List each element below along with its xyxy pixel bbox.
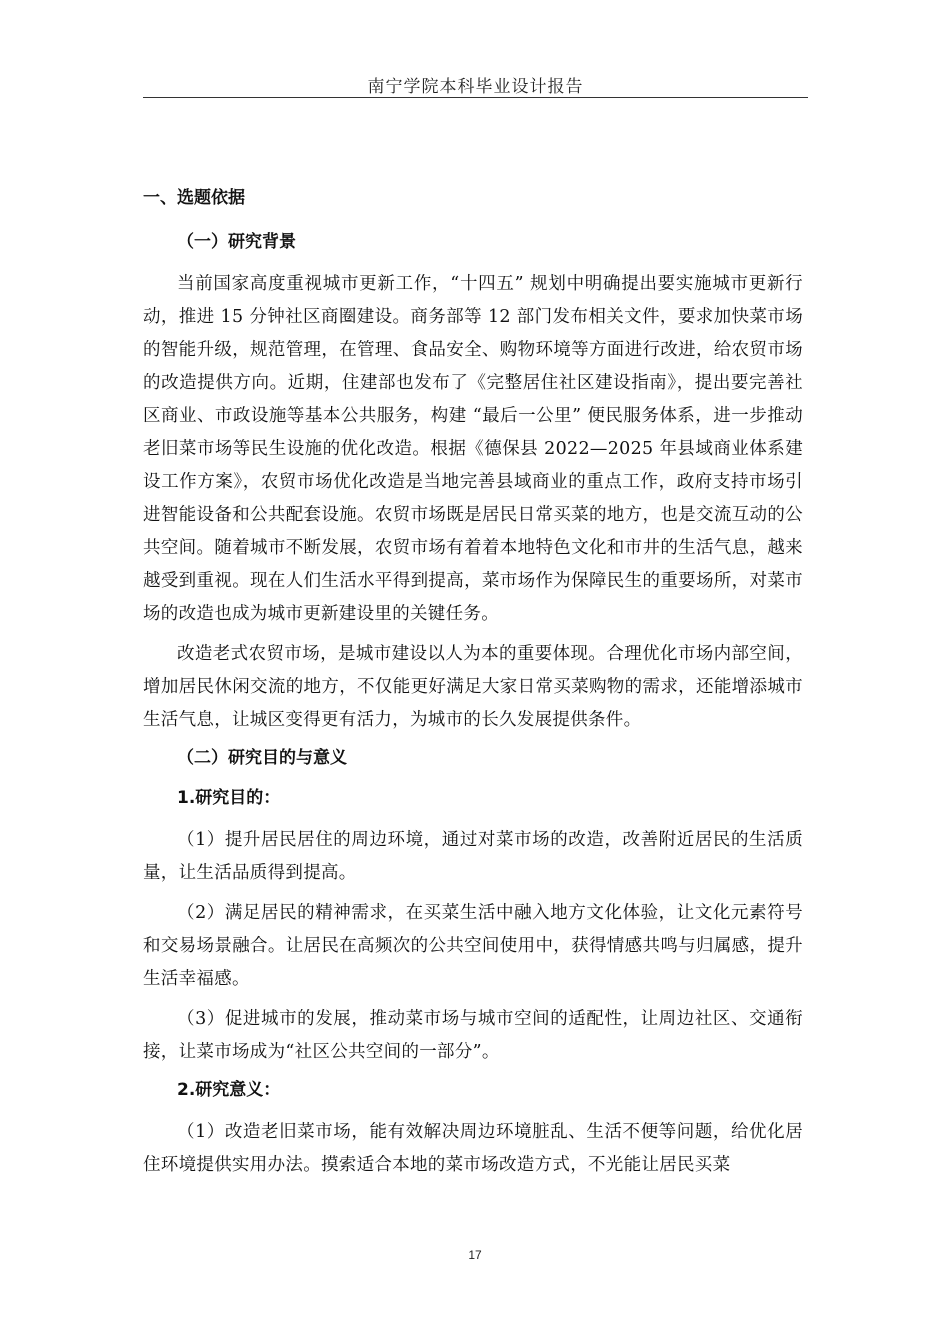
purpose-paragraph-3: （3）促进城市的发展，推动菜市场与城市空间的适配性，让周边社区、交通衔接，让菜市场成为“社区公共空间的一部分”。 [143, 1009, 803, 1062]
subsection-heading-purpose-significance: （二）研究目的与意义 [177, 748, 347, 768]
subsection-heading-background: （一）研究背景 [177, 232, 296, 252]
page-number: 17 [468, 1248, 482, 1262]
purpose-paragraph-2: （2）满足居民的精神需求，在买菜生活中融入地方文化体验，让文化元素符号和交易场景融合。让居民在高频次的公共空间使用中，获得情感共鸣与归属感，提升生活幸福感。 [143, 903, 803, 989]
background-paragraph-2: 改造老式农贸市场，是城市建设以人为本的重要体现。合理优化市场内部空间，增加居民休闲交流的地方，不仅能更好满足大家日常买菜购物的需求，还能增添城市生活气息，让城区变得更有活力，为城市的长久发展提供条件。 [143, 644, 803, 730]
purpose-paragraph-1: （1）提升居民居住的周边环境，通过对菜市场的改造，改善附近居民的生活质量，让生活品质得到提高。 [143, 830, 803, 883]
significance-paragraph-1: （1）改造老旧菜市场，能有效解决周边环境脏乱、生活不便等问题，给优化居住环境提供实用办法。摸索适合本地的菜市场改造方式，不光能让居民买菜 [143, 1122, 803, 1175]
section-heading-topic-basis: 一、选题依据 [143, 188, 245, 208]
heading-research-purpose: 1.研究目的： [177, 788, 281, 808]
header-divider [143, 97, 808, 98]
background-paragraph-1: 当前国家高度重视城市更新工作，“十四五” 规划中明确提出要实施城市更新行动，推进 15 分钟社区商圈建设。商务部等 12 部门发布相关文件，要求加快菜市场的智能升级，规范管理，在管理、食品安全、购物环境等方面进行改进，给农贸市场的改造提供方向。近期，住建部也发布了《完整居住社区建设指南》，提出要完善社区商业、市政设施等基本公共服务，构建 “最后一公里” 便民服务体系，进一步推动老旧菜市场等民生设施的优化改造。根据《德保县 2022—2025 年县域商业体系建设工作方案》，农贸市场优化改造是当地完善县域商业的重点工作，政府支持市场引进智能设备和公共配套设施。农贸市场既是居民日常买菜的地方，也是交流互动的公共空间。随着城市不断发展，农贸市场有着着本地特色文化和市井的生活气息，越来越受到重视。现在人们生活水平得到提高，菜市场作为保障民生的重要场所，对菜市场的改造也成为城市更新建设里的关键任务。 [143, 274, 803, 624]
heading-research-significance: 2.研究意义： [177, 1080, 281, 1100]
page-body [143, 184, 803, 1189]
page-header-title: 南宁学院本科毕业设计报告 [367, 77, 584, 97]
